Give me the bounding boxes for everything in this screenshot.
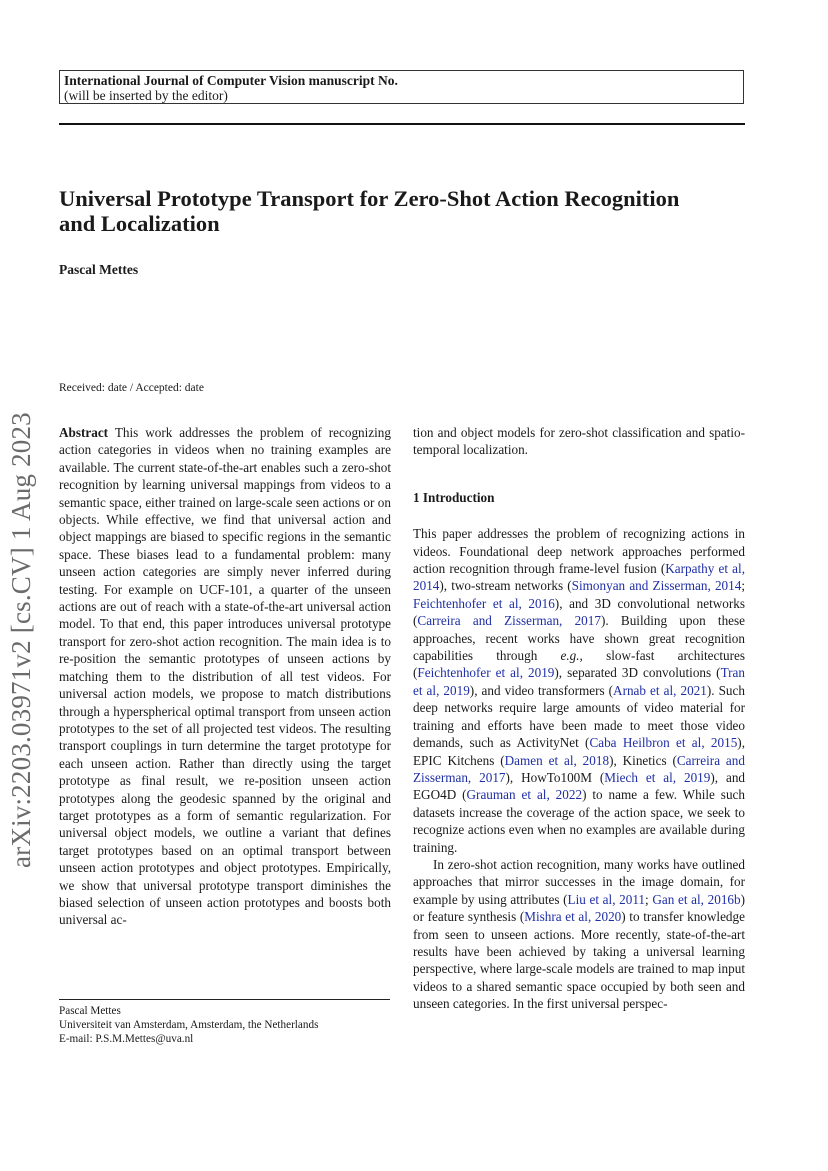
journal-header-box xyxy=(59,70,744,104)
body-text: ). Such deep networks require large amounts of video material for training and efforts have been made to meet those video demands, such as ActivityNet ( xyxy=(413,682,745,751)
header-rule xyxy=(59,123,745,125)
body-text: ). Building upon these approaches, recent works have shown great recognition capabilities through xyxy=(413,613,746,664)
body-text: ), two-stream networks ( xyxy=(439,578,572,594)
citation-link[interactable]: Miech et al, 2019 xyxy=(604,769,711,785)
body-text: ; xyxy=(645,891,653,907)
citation-link[interactable]: Tran et al, 2019 xyxy=(413,665,745,698)
citation-link[interactable]: Carreira and Zisserman, 2017 xyxy=(413,752,745,785)
body-text: ) to name a few. While such datasets increase the coverage of the action space, we seek to recognize actions even when no examples are available during training. xyxy=(413,787,745,855)
body-text: ) or feature synthesis ( xyxy=(413,891,746,925)
body-text: ), HowTo100M ( xyxy=(505,769,605,785)
intro-paragraph-2 xyxy=(413,856,745,1013)
abstract-continuation: tion and object models for zero-shot classification and spatio-temporal localization. xyxy=(413,425,745,458)
citation-link[interactable]: Liu et al, 2011 xyxy=(567,891,646,907)
emphasis-text: e.g., xyxy=(560,648,583,664)
section-heading-introduction: 1 Introduction xyxy=(413,489,495,505)
abstract-label: Abstract xyxy=(59,425,109,440)
paper-title: Universal Prototype Transport for Zero-Shot Action Recognition and Localization xyxy=(59,186,680,236)
body-text: ), separated 3D convolutions ( xyxy=(554,665,721,681)
body-text: ) to transfer knowledge from seen to unseen actions. More recently, state-of-the-art results have been achieved by taking a universal learning perspective, where large-scale models are trained to map input videos to a shared semantic space occupied by both seen and unseen categories. In the first universal perspec- xyxy=(413,909,745,1012)
body-text: ), Kinetics ( xyxy=(609,752,677,768)
body-text: ; xyxy=(741,578,745,594)
citation-link[interactable]: Gan et al, 2016b xyxy=(652,891,741,907)
body-text: This paper addresses the problem of recognizing actions in videos. Foundational deep network approaches performed action recognition through frame-level fusion ( xyxy=(413,526,745,577)
received-date: Received: date / Accepted: date xyxy=(59,382,204,394)
footnote-rule xyxy=(59,999,390,1000)
abstract-column xyxy=(59,424,391,929)
paper-author: Pascal Mettes xyxy=(59,262,139,277)
citation-link[interactable]: Grauman et al, 2022 xyxy=(466,787,583,803)
journal-title: International Journal of Computer Vision manuscript No. xyxy=(64,73,398,88)
citation-link[interactable]: Carreira and Zisserman, 2017 xyxy=(417,613,601,629)
citation-link[interactable]: Feichtenhofer et al, 2016 xyxy=(413,595,555,611)
citation-link[interactable]: Simonyan and Zisserman, 2014 xyxy=(571,578,742,594)
abstract xyxy=(59,424,391,929)
abstract-text: This work addresses the problem of recognizing action categories in videos when no training examples are available. The current state-of-the-art enables such a zero-shot recognition by learning universal mappings from videos to a semantic space, either trained on large-scale seen actions or on objects. While effective, we find that universal action and object mappings are biased to specific regions in the semantic space. These biases lead to a fundamental problem: many unseen action categories are simply never inferred during testing. For example on UCF-101, a quarter of the unseen actions are out of reach with a state-of-the-art universal action model. To that end, this paper introduces universal prototype transport for zero-shot action recognition. The main idea is to re-position the semantic prototypes of unseen actions by matching them to the distribution of all test videos. For universal action models, we propose to match distributions through a hyperspherical optimal transport from unseen action prototypes to the set of all projected test videos. The resulting transport couplings in turn determine the target prototype for each unseen action. Rather than directly using the target prototype as final result, we re-position unseen action prototypes along the geodesic spanned by the original and target prototypes as a form of semantic regularization. For universal object models, we outline a variant that defines target prototypes based on an optimal transport between unseen action prototypes and object prototypes. Empirically, we show that universal prototype transport diminishes the biased selection of unseen action prototypes and boosts both universal ac- xyxy=(59,425,391,928)
body-text: In zero-shot action recognition, many works have outlined approaches that mirror successes in the image domain, for example by using attributes ( xyxy=(413,856,745,907)
citation-link[interactable]: Damen et al, 2018 xyxy=(504,752,610,768)
citation-link[interactable]: Karpathy et al, 2014 xyxy=(413,561,745,594)
citation-link[interactable]: Feichtenhofer et al, 2019 xyxy=(417,665,555,681)
body-text: slow-fast architectures ( xyxy=(413,648,745,681)
arxiv-stamp[interactable]: arXiv:2203.03971v2 [cs.CV] 1 Aug 2023 xyxy=(6,412,36,868)
footnote-email[interactable]: E-mail: P.S.M.Mettes@uva.nl xyxy=(59,1032,194,1045)
body-text: ), and 3D convolutional networks ( xyxy=(413,595,745,629)
citation-link[interactable]: Mishra et al, 2020 xyxy=(524,909,622,925)
body-text: ), and EGO4D ( xyxy=(413,769,746,803)
citation-link[interactable]: Arnab et al, 2021 xyxy=(613,682,707,698)
footnote-affiliation: Universiteit van Amsterdam, Amsterdam, the Netherlands xyxy=(59,1018,319,1031)
body-text: ), EPIC Kitchens ( xyxy=(413,735,745,768)
footnote-name: Pascal Mettes xyxy=(59,1005,121,1017)
intro-paragraph-1 xyxy=(413,525,745,856)
body-text: ), and video transformers ( xyxy=(469,682,614,698)
journal-subtitle: (will be inserted by the editor) xyxy=(64,88,228,103)
right-column xyxy=(413,424,745,1013)
author-footnote xyxy=(59,1005,399,1046)
citation-link[interactable]: Caba Heilbron et al, 2015 xyxy=(589,735,738,751)
